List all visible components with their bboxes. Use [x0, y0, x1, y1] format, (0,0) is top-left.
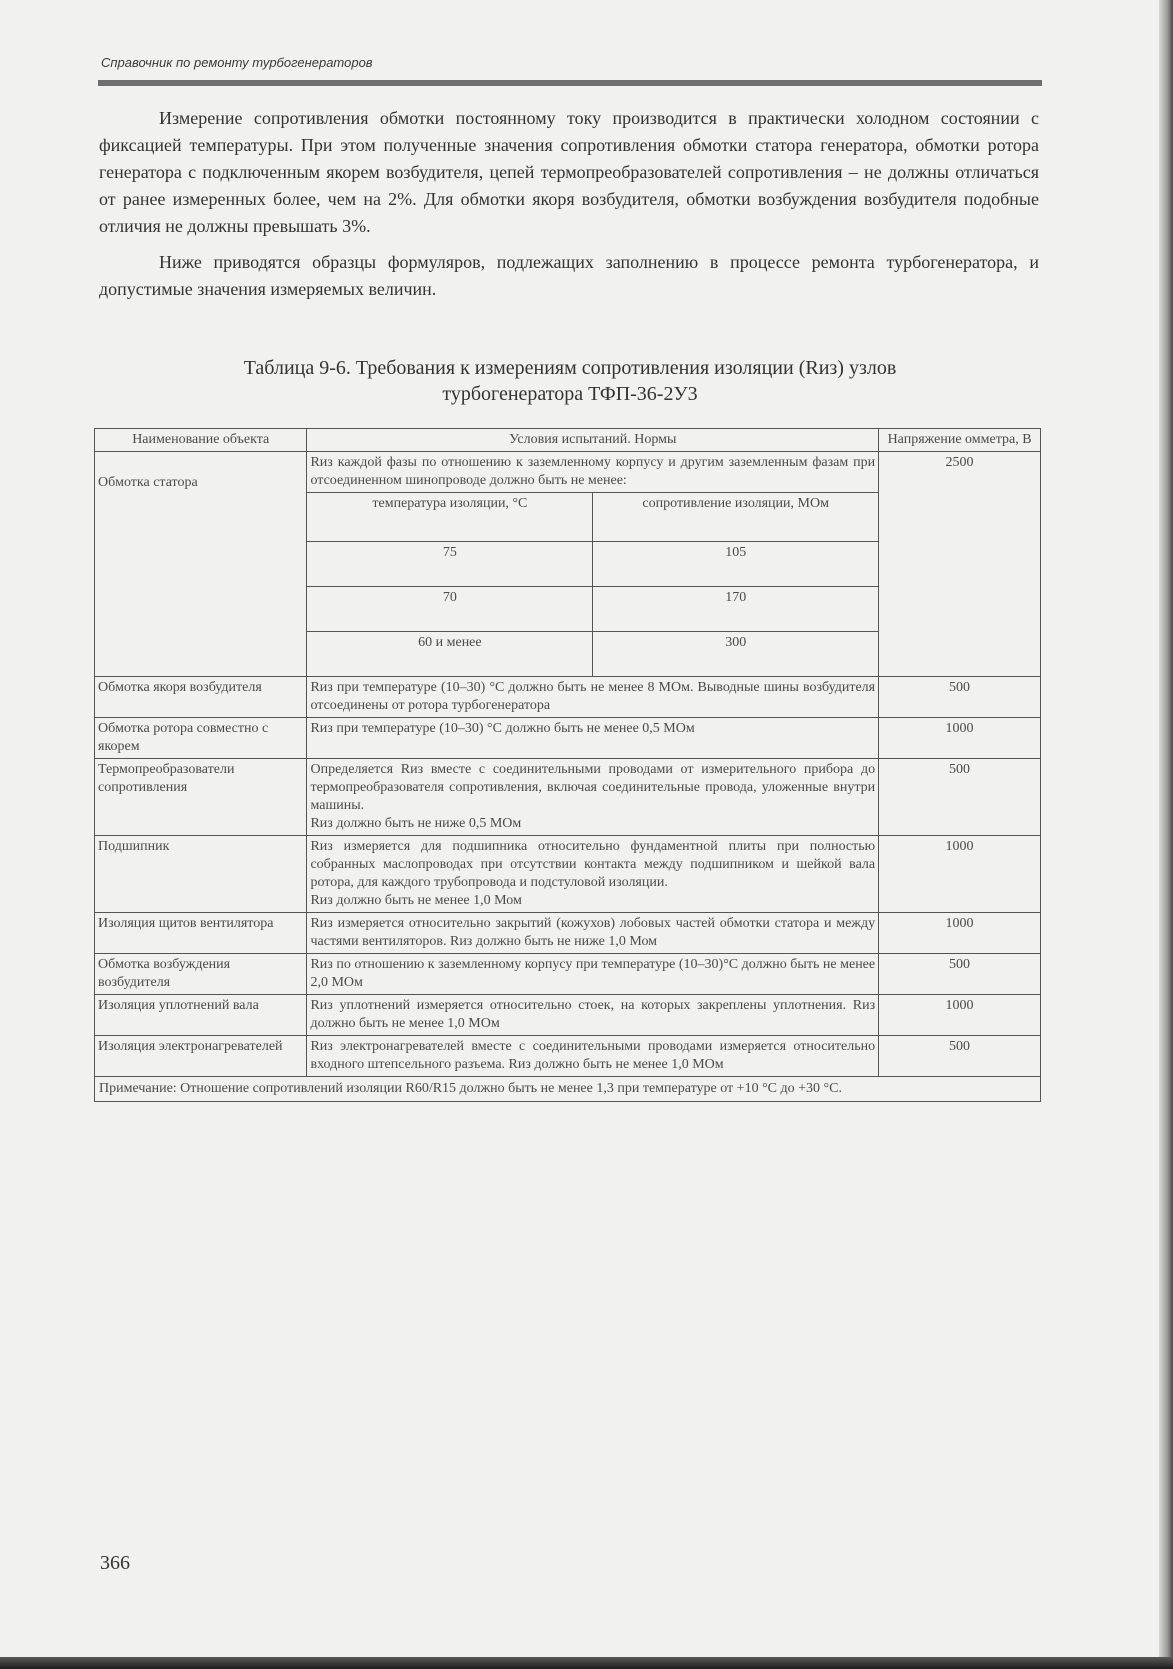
running-header: Справочник по ремонту турбогенераторов [101, 55, 373, 70]
page-edge-shadow [1159, 0, 1173, 1669]
conditions-cell [307, 836, 879, 913]
subtable-cell: 70 [307, 587, 592, 632]
requirements-table [94, 428, 1041, 1102]
voltage-cell: 500 [879, 759, 1041, 836]
voltage-cell: 1000 [879, 836, 1041, 913]
voltage-cell: 1000 [879, 995, 1041, 1036]
table-row-stator [95, 452, 1041, 677]
subtable-row [307, 632, 878, 677]
object-cell: Термопреобразователи сопротивления [95, 759, 307, 836]
column-header-object: Наименование объекта [95, 429, 307, 452]
subtable-cell: 75 [307, 542, 592, 587]
table-row [95, 954, 1041, 995]
stator-norms-subtable [307, 492, 878, 676]
subtable-cell: 60 и менее [307, 632, 592, 677]
subtable-cell: 170 [593, 587, 878, 632]
table-row [95, 913, 1041, 954]
conditions-cell [307, 759, 879, 836]
conditions-norm: Rиз должно быть не менее 1,0 Мом [310, 893, 522, 908]
table-row [95, 995, 1041, 1036]
subtable-cell: 105 [593, 542, 878, 587]
table-row [95, 718, 1041, 759]
subtable-header-row [307, 493, 878, 542]
table-caption-line: турбогенератора ТФП-36-2У3 [442, 383, 698, 405]
conditions-text: Rиз измеряется для подшипника относительно фундаментной плиты при полностью собранных маслопроводах при отсутствии контакта между подшипником и шейкой вала ротора, для каждого трубопровода и подстуловой изоляции. [310, 839, 876, 890]
object-cell: Обмотка статора [95, 452, 307, 677]
column-header-voltage: Напряжение омметра, В [879, 429, 1041, 452]
paragraph: Измерение сопротивления обмотки постоянному току производится в практически холодном состоянии с фиксацией температуры. При этом полученные значения сопротивления обмотки статора генератора, обмотки ротора генератора с подключенным якорем возбудителя, цепей термопреобразователей сопротивления – не должны отличаться от ранее измеренных более, чем на 2%. Для обмотки якоря возбудителя, обмотки возбуждения возбудителя подобные отличия не должны превышать 3%. [99, 108, 1039, 236]
voltage-cell: 1000 [879, 913, 1041, 954]
scan-bottom-edge [0, 1657, 1173, 1669]
table-row [95, 836, 1041, 913]
subtable-row [307, 542, 878, 587]
conditions-cell [307, 452, 879, 677]
subtable-header-resistance: сопротивление изоляции, МОм [593, 493, 878, 542]
subtable-cell: 300 [593, 632, 878, 677]
conditions-cell: Rиз измеряется относительно закрытий (кожухов) лобовых частей обмотки статора и между частями вентиляторов. Rиз должно быть не ниже 1,0 Мом [307, 913, 879, 954]
conditions-cell: Rиз электронагревателей вместе с соединительными проводами измеряется относительно входного штепсельного разъема. Rиз должно быть не менее 1,0 МОм [307, 1036, 879, 1077]
object-cell: Обмотка якоря возбудителя [95, 677, 307, 718]
conditions-cell: Rиз при температуре (10–30) °С должно быть не менее 8 МОм. Выводные шины возбудителя отсоединены от ротора турбогенератора [307, 677, 879, 718]
conditions-cell: Rиз по отношению к заземленному корпусу при температуре (10–30)°С должно быть не менее 2,0 МОм [307, 954, 879, 995]
table-note-row [95, 1077, 1041, 1102]
voltage-cell: 500 [879, 677, 1041, 718]
voltage-cell: 2500 [879, 452, 1041, 677]
body-text [99, 105, 1039, 312]
page-number: 366 [100, 1552, 130, 1574]
object-cell: Изоляция электронагревателей [95, 1036, 307, 1077]
object-cell: Подшипник [95, 836, 307, 913]
paragraph: Ниже приводятся образцы формуляров, подлежащих заполнению в процессе ремонта турбогенератора, и допустимые значения измеряемых величин. [99, 252, 1039, 299]
table-row [95, 1036, 1041, 1077]
voltage-cell: 500 [879, 954, 1041, 995]
table-row [95, 677, 1041, 718]
voltage-cell: 500 [879, 1036, 1041, 1077]
subtable-row [307, 587, 878, 632]
object-cell: Изоляция щитов вентилятора [95, 913, 307, 954]
conditions-text: Rиз каждой фазы по отношению к заземленному корпусу и другим заземленным фазам при отсоединенном шинопроводе должно быть не менее: [310, 455, 876, 488]
table-note: Примечание: Отношение сопротивлений изоляции R60/R15 должно быть не менее 1,3 при температуре от +10 °С до +30 °С. [95, 1077, 1041, 1102]
conditions-norm: Rиз должно быть не ниже 0,5 МОм [310, 816, 522, 831]
column-header-conditions: Условия испытаний. Нормы [307, 429, 879, 452]
conditions-cell: Rиз при температуре (10–30) °С должно быть не менее 0,5 МОм [307, 718, 879, 759]
table-caption [100, 355, 1040, 407]
subtable-header-temperature: температура изоляции, °С [307, 493, 592, 542]
voltage-cell: 1000 [879, 718, 1041, 759]
conditions-cell: Rиз уплотнений измеряется относительно стоек, на которых закреплены уплотнения. Rиз должно быть не менее 1,0 МОм [307, 995, 879, 1036]
table-row [95, 759, 1041, 836]
header-rule [98, 80, 1042, 86]
conditions-text: Определяется Rиз вместе с соединительными проводами от измерительного прибора до термопреобразователя сопротивления, включая соединительные провода, уложенные внутри машины. [310, 762, 876, 813]
table-caption-line: Таблица 9-6. Требования к измерениям сопротивления изоляции (Rиз) узлов [243, 357, 897, 379]
object-cell: Обмотка возбуждения возбудителя [95, 954, 307, 995]
object-cell: Изоляция уплотнений вала [95, 995, 307, 1036]
table-header-row [95, 429, 1041, 452]
object-cell: Обмотка ротора совместно с якорем [95, 718, 307, 759]
